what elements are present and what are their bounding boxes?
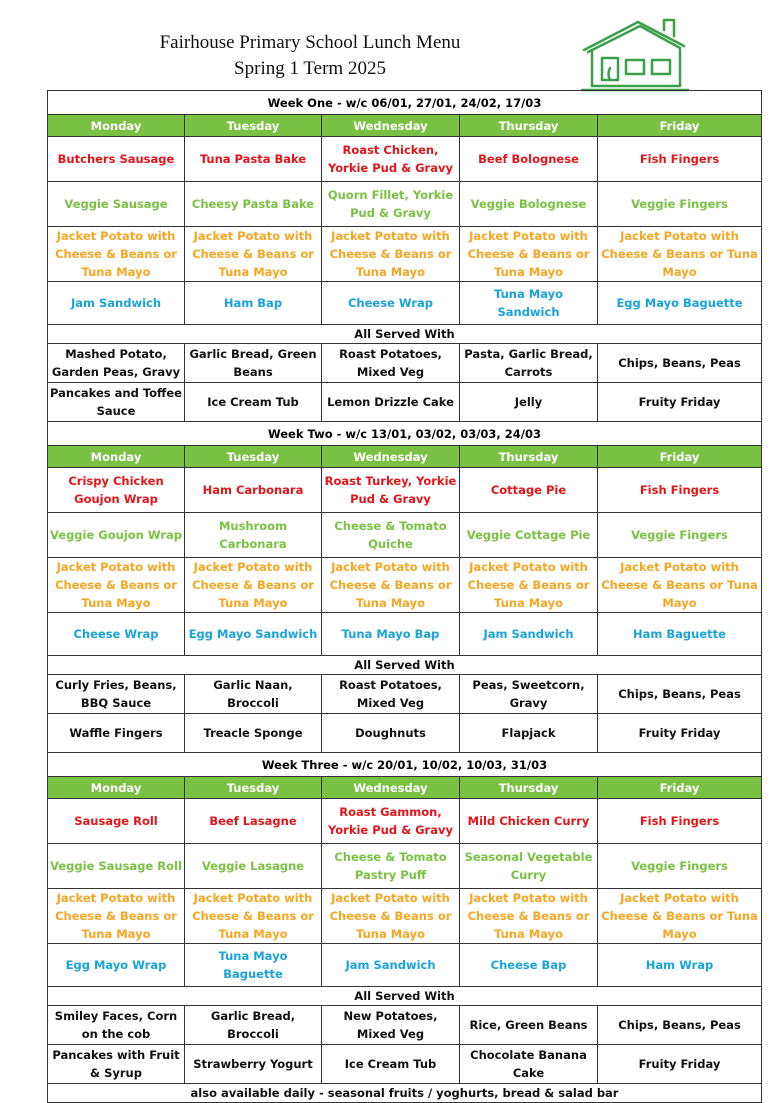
main-dish-cell: Roast Turkey, Yorkie Pud & Gravy bbox=[322, 468, 460, 513]
veggie-dish-cell: Veggie Fingers bbox=[598, 844, 762, 889]
sandwich-cell: Jam Sandwich bbox=[48, 282, 185, 325]
sandwich-cell: Tuna Mayo Sandwich bbox=[460, 282, 598, 325]
sandwich-row bbox=[48, 282, 762, 325]
jacket-potato-cell: Jacket Potato with Cheese & Beans or Tuna Mayo bbox=[460, 889, 598, 944]
day-header: Friday bbox=[598, 446, 762, 468]
served-with-label: All Served With bbox=[48, 656, 762, 675]
day-header: Tuesday bbox=[185, 446, 322, 468]
side-dish-cell: Mashed Potato, Garden Peas, Gravy bbox=[48, 344, 185, 383]
main-dish-row bbox=[48, 137, 762, 182]
side-dish-row bbox=[48, 344, 762, 383]
day-header: Friday bbox=[598, 777, 762, 799]
side-dish-cell: Chips, Beans, Peas bbox=[598, 1006, 762, 1045]
dessert-cell: Ice Cream Tub bbox=[322, 1045, 460, 1084]
footer-row bbox=[48, 1084, 762, 1103]
side-dish-cell: New Potatoes, Mixed Veg bbox=[322, 1006, 460, 1045]
main-dish-cell: Fish Fingers bbox=[598, 799, 762, 844]
week-title: Week Two - w/c 13/01, 03/02, 03/03, 24/03 bbox=[48, 422, 762, 446]
sandwich-cell: Tuna Mayo Bap bbox=[322, 613, 460, 656]
sandwich-cell: Jam Sandwich bbox=[322, 944, 460, 987]
main-dish-cell: Roast Chicken, Yorkie Pud & Gravy bbox=[322, 137, 460, 182]
veggie-dish-row bbox=[48, 513, 762, 558]
day-header-row bbox=[48, 777, 762, 799]
side-dish-cell: Garlic Bread, Broccoli bbox=[185, 1006, 322, 1045]
served-with-label: All Served With bbox=[48, 987, 762, 1006]
jacket-potato-cell: Jacket Potato with Cheese & Beans or Tuna Mayo bbox=[322, 227, 460, 282]
sandwich-row bbox=[48, 944, 762, 987]
dessert-cell: Flapjack bbox=[460, 714, 598, 753]
side-dish-row bbox=[48, 1006, 762, 1045]
jacket-potato-cell: Jacket Potato with Cheese & Beans or Tuna Mayo bbox=[322, 558, 460, 613]
jacket-potato-cell: Jacket Potato with Cheese & Beans or Tuna Mayo bbox=[185, 889, 322, 944]
side-dish-cell: Roast Potatoes, Mixed Veg bbox=[322, 675, 460, 714]
side-dish-cell: Chips, Beans, Peas bbox=[598, 344, 762, 383]
jacket-potato-cell: Jacket Potato with Cheese & Beans or Tuna Mayo bbox=[598, 889, 762, 944]
sandwich-cell: Cheese Wrap bbox=[322, 282, 460, 325]
day-header: Tuesday bbox=[185, 777, 322, 799]
main-dish-cell: Fish Fingers bbox=[598, 137, 762, 182]
day-header: Wednesday bbox=[322, 446, 460, 468]
sandwich-cell: Ham Wrap bbox=[598, 944, 762, 987]
day-header: Wednesday bbox=[322, 115, 460, 137]
day-header-row bbox=[48, 446, 762, 468]
day-header: Monday bbox=[48, 115, 185, 137]
veggie-dish-cell: Mushroom Carbonara bbox=[185, 513, 322, 558]
dessert-cell: Treacle Sponge bbox=[185, 714, 322, 753]
jacket-potato-cell: Jacket Potato with Cheese & Beans or Tuna Mayo bbox=[48, 889, 185, 944]
day-header: Wednesday bbox=[322, 777, 460, 799]
side-dish-cell: Garlic Naan, Broccoli bbox=[185, 675, 322, 714]
side-dish-cell: Roast Potatoes, Mixed Veg bbox=[322, 344, 460, 383]
dessert-cell: Lemon Drizzle Cake bbox=[322, 383, 460, 422]
sandwich-row bbox=[48, 613, 762, 656]
veggie-dish-row bbox=[48, 844, 762, 889]
dessert-cell: Fruity Friday bbox=[598, 1045, 762, 1084]
sandwich-cell: Cheese Bap bbox=[460, 944, 598, 987]
served-with-label: All Served With bbox=[48, 325, 762, 344]
daily-extras-note: also available daily - seasonal fruits / yoghurts, bread & salad bar bbox=[48, 1084, 762, 1103]
main-dish-row bbox=[48, 468, 762, 513]
sandwich-cell: Egg Mayo Baguette bbox=[598, 282, 762, 325]
day-header: Tuesday bbox=[185, 115, 322, 137]
veggie-dish-cell: Cheesy Pasta Bake bbox=[185, 182, 322, 227]
sandwich-cell: Jam Sandwich bbox=[460, 613, 598, 656]
veggie-dish-cell: Veggie Goujon Wrap bbox=[48, 513, 185, 558]
side-dish-cell: Pasta, Garlic Bread, Carrots bbox=[460, 344, 598, 383]
week-title: Week One - w/c 06/01, 27/01, 24/02, 17/03 bbox=[48, 91, 762, 115]
veggie-dish-cell: Veggie Fingers bbox=[598, 182, 762, 227]
week-header-row bbox=[48, 91, 762, 115]
day-header: Monday bbox=[48, 446, 185, 468]
jacket-potato-cell: Jacket Potato with Cheese & Beans or Tuna Mayo bbox=[460, 558, 598, 613]
veggie-dish-cell: Seasonal Vegetable Curry bbox=[460, 844, 598, 889]
day-header: Friday bbox=[598, 115, 762, 137]
dessert-cell: Waffle Fingers bbox=[48, 714, 185, 753]
jacket-potato-cell: Jacket Potato with Cheese & Beans or Tuna Mayo bbox=[48, 558, 185, 613]
main-dish-cell: Cottage Pie bbox=[460, 468, 598, 513]
dessert-cell: Pancakes and Toffee Sauce bbox=[48, 383, 185, 422]
main-dish-cell: Beef Bolognese bbox=[460, 137, 598, 182]
jacket-potato-cell: Jacket Potato with Cheese & Beans or Tuna Mayo bbox=[185, 227, 322, 282]
veggie-dish-cell: Veggie Sausage Roll bbox=[48, 844, 185, 889]
jacket-potato-cell: Jacket Potato with Cheese & Beans or Tuna Mayo bbox=[598, 558, 762, 613]
jacket-potato-cell: Jacket Potato with Cheese & Beans or Tuna Mayo bbox=[598, 227, 762, 282]
sandwich-cell: Egg Mayo Sandwich bbox=[185, 613, 322, 656]
main-dish-cell: Ham Carbonara bbox=[185, 468, 322, 513]
dessert-cell: Pancakes with Fruit & Syrup bbox=[48, 1045, 185, 1084]
dessert-cell: Jelly bbox=[460, 383, 598, 422]
week-title: Week Three - w/c 20/01, 10/02, 10/03, 31/03 bbox=[48, 753, 762, 777]
veggie-dish-cell: Quorn Fillet, Yorkie Pud & Gravy bbox=[322, 182, 460, 227]
main-dish-cell: Tuna Pasta Bake bbox=[185, 137, 322, 182]
week-header-row bbox=[48, 422, 762, 446]
side-dish-cell: Smiley Faces, Corn on the cob bbox=[48, 1006, 185, 1045]
veggie-dish-cell: Cheese & Tomato Quiche bbox=[322, 513, 460, 558]
served-with-row bbox=[48, 325, 762, 344]
side-dish-row bbox=[48, 675, 762, 714]
jacket-potato-cell: Jacket Potato with Cheese & Beans or Tuna Mayo bbox=[460, 227, 598, 282]
veggie-dish-cell: Veggie Lasagne bbox=[185, 844, 322, 889]
side-dish-cell: Peas, Sweetcorn, Gravy bbox=[460, 675, 598, 714]
sandwich-cell: Cheese Wrap bbox=[48, 613, 185, 656]
week-header-row bbox=[48, 753, 762, 777]
dessert-cell: Ice Cream Tub bbox=[185, 383, 322, 422]
main-dish-cell: Fish Fingers bbox=[598, 468, 762, 513]
sandwich-cell: Egg Mayo Wrap bbox=[48, 944, 185, 987]
page-subtitle: Spring 1 Term 2025 bbox=[234, 58, 386, 79]
page-title: Fairhouse Primary School Lunch Menu bbox=[159, 32, 461, 53]
served-with-row bbox=[48, 656, 762, 675]
jacket-potato-row bbox=[48, 558, 762, 613]
day-header: Thursday bbox=[460, 446, 598, 468]
school-house-icon bbox=[580, 16, 692, 96]
main-dish-cell: Sausage Roll bbox=[48, 799, 185, 844]
dessert-cell: Fruity Friday bbox=[598, 383, 762, 422]
main-dish-cell: Roast Gammon, Yorkie Pud & Gravy bbox=[322, 799, 460, 844]
dessert-cell: Strawberry Yogurt bbox=[185, 1045, 322, 1084]
side-dish-cell: Garlic Bread, Green Beans bbox=[185, 344, 322, 383]
side-dish-cell: Curly Fries, Beans, BBQ Sauce bbox=[48, 675, 185, 714]
dessert-row bbox=[48, 714, 762, 753]
dessert-row bbox=[48, 1045, 762, 1084]
main-dish-cell: Beef Lasagne bbox=[185, 799, 322, 844]
side-dish-cell: Rice, Green Beans bbox=[460, 1006, 598, 1045]
jacket-potato-cell: Jacket Potato with Cheese & Beans or Tuna Mayo bbox=[322, 889, 460, 944]
lunch-menu-table bbox=[47, 90, 762, 1103]
jacket-potato-cell: Jacket Potato with Cheese & Beans or Tuna Mayo bbox=[185, 558, 322, 613]
jacket-potato-row bbox=[48, 227, 762, 282]
main-dish-cell: Crispy Chicken Goujon Wrap bbox=[48, 468, 185, 513]
dessert-cell: Doughnuts bbox=[322, 714, 460, 753]
dessert-cell: Fruity Friday bbox=[598, 714, 762, 753]
day-header: Thursday bbox=[460, 777, 598, 799]
veggie-dish-cell: Cheese & Tomato Pastry Puff bbox=[322, 844, 460, 889]
day-header: Monday bbox=[48, 777, 185, 799]
main-dish-row bbox=[48, 799, 762, 844]
dessert-cell: Chocolate Banana Cake bbox=[460, 1045, 598, 1084]
sandwich-cell: Ham Bap bbox=[185, 282, 322, 325]
main-dish-cell: Butchers Sausage bbox=[48, 137, 185, 182]
side-dish-cell: Chips, Beans, Peas bbox=[598, 675, 762, 714]
veggie-dish-cell: Veggie Bolognese bbox=[460, 182, 598, 227]
main-dish-cell: Mild Chicken Curry bbox=[460, 799, 598, 844]
day-header: Thursday bbox=[460, 115, 598, 137]
veggie-dish-row bbox=[48, 182, 762, 227]
sandwich-cell: Tuna Mayo Baguette bbox=[185, 944, 322, 987]
veggie-dish-cell: Veggie Cottage Pie bbox=[460, 513, 598, 558]
jacket-potato-cell: Jacket Potato with Cheese & Beans or Tuna Mayo bbox=[48, 227, 185, 282]
jacket-potato-row bbox=[48, 889, 762, 944]
veggie-dish-cell: Veggie Fingers bbox=[598, 513, 762, 558]
veggie-dish-cell: Veggie Sausage bbox=[48, 182, 185, 227]
day-header-row bbox=[48, 115, 762, 137]
dessert-row bbox=[48, 383, 762, 422]
served-with-row bbox=[48, 987, 762, 1006]
sandwich-cell: Ham Baguette bbox=[598, 613, 762, 656]
